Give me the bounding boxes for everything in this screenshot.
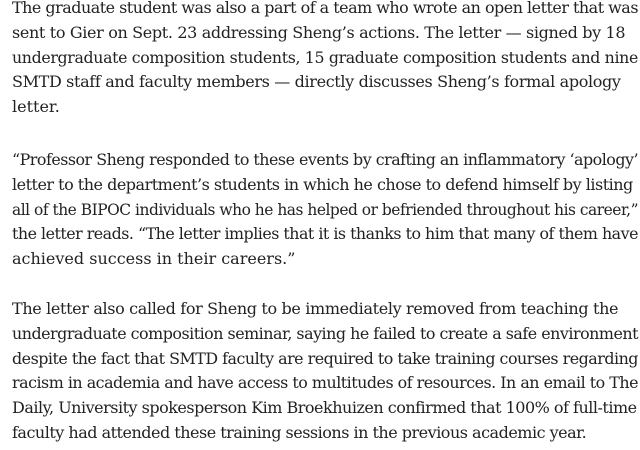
text-line: undergraduate composition students, 15 graduate composition students and nine [12,47,638,67]
text-line: the letter reads. “The letter implies that it is thanks to him that many of them have [12,224,638,244]
text-line: racism in academia and have access to multitudes of resources. In an email to The [12,373,638,393]
text-line: SMTD staff and faculty members — directly discusses Sheng’s formal apology [12,72,621,92]
text-line: The graduate student was also a part of a team who wrote an open letter that was [12,0,639,17]
text-line: sent to Gier on Sept. 23 addressing Sheng’s actions. The letter — signed by 18 [12,22,626,42]
paragraph-quote [12,148,640,272]
paragraph-open-letter [12,0,640,120]
text-line: letter to the department’s students in which he chose to defend himself by listing [12,174,633,194]
text-line: despite the fact that SMTD faculty are required to take training courses regarding [12,348,638,368]
text-line: “Professor Sheng responded to these events by crafting an inflammatory ‘apology’ [12,150,639,169]
text-line: all of the BIPOC individuals who he has helped or befriended throughout his career,” [12,199,638,219]
text-line: Daily, University spokesperson Kim Broekhuizen confirmed that 100% of full-time [12,398,637,418]
paragraph-removal-call [12,297,640,446]
text-line: undergraduate composition seminar, saying he failed to create a safe environment [12,323,638,343]
text-line: The letter also called for Sheng to be immediately removed from teaching the [12,299,619,318]
text-line: faculty had attended these training sessions in the previous academic year. [12,422,587,442]
text-line: achieved success in their careers.” [12,249,296,269]
text-line: letter. [12,97,60,117]
